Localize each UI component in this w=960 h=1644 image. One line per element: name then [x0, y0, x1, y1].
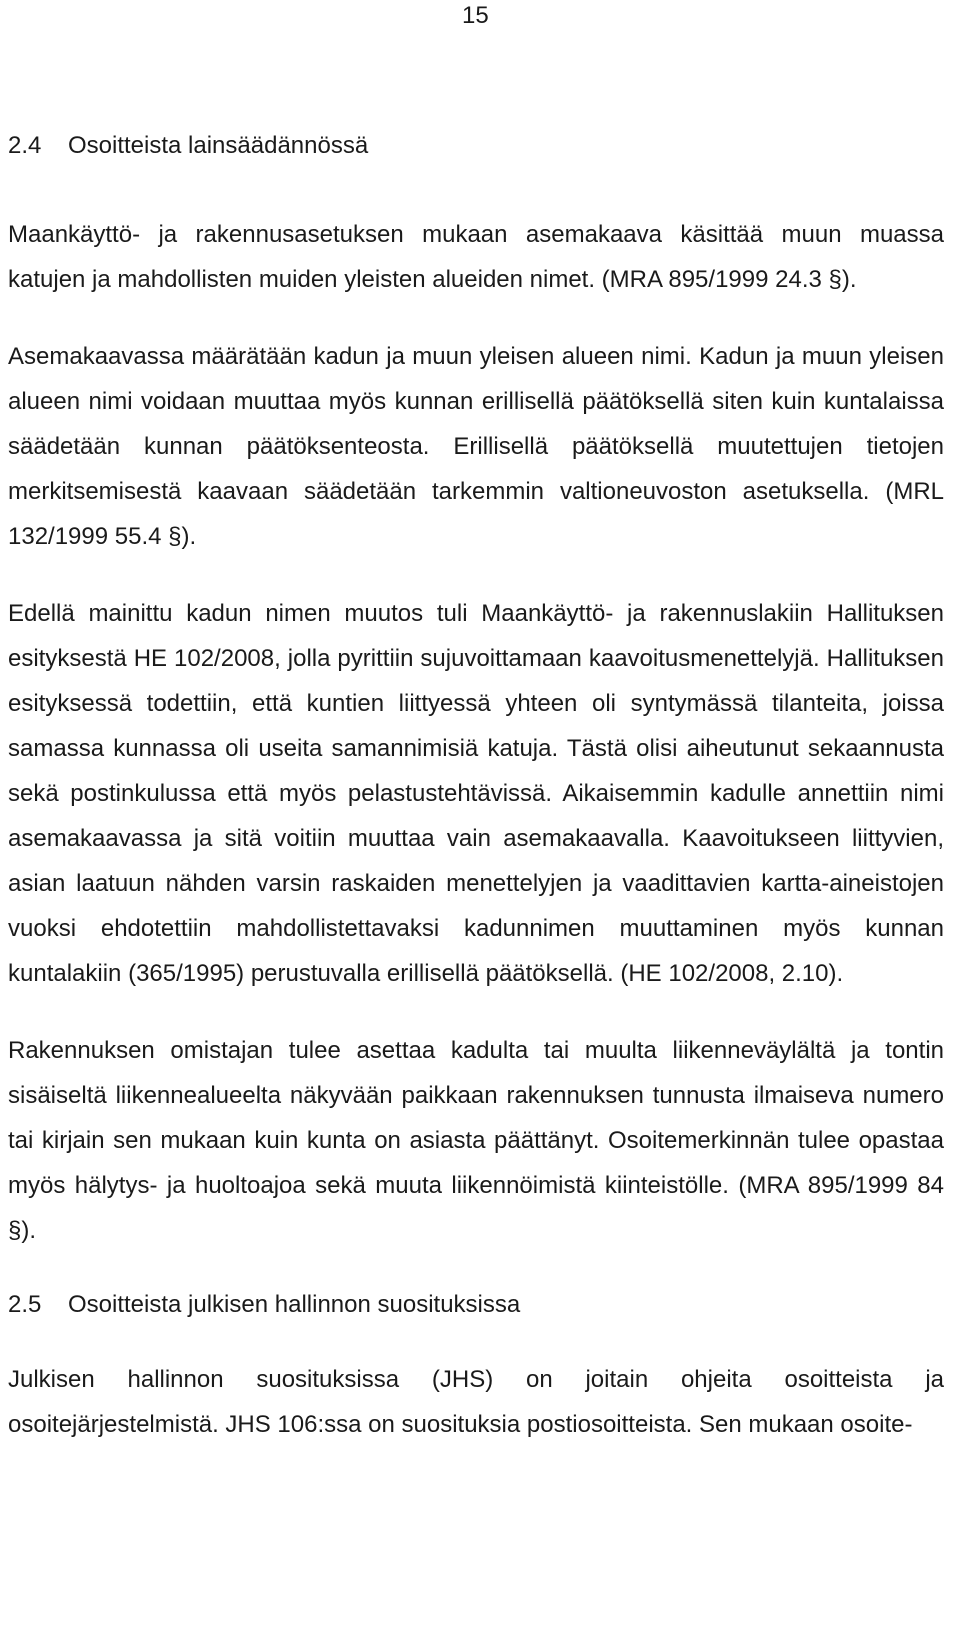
paragraph-3: Edellä mainittu kadun nimen muutos tuli Maankäyttö- ja rakennuslakiin Hallituksen esityksestä HE 102/2008, jolla pyrittiin sujuvoittamaan kaavoitusmenettelyjä. Hallituksen esityksessä todettiin, että kuntien liittyessä yhteen oli syntymässä tilanteita, joissa samassa kunnassa oli useita samannimisiä katuja. Tästä olisi aiheutunut sekaannusta sekä postinkulussa että myös pelastustehtävissä. Aikaisemmin kadulle annettiin nimi asemakaavassa ja sitä voitiin muuttaa vain asemakaavalla. Kaavoitukseen liittyvien, asian laatuun nähden varsin raskaiden menettelyjen ja vaadittavien kartta-aineistojen vuoksi ehdotettiin mahdollistettavaksi kadunnimen muuttaminen myös kunnan kuntalakiin (365/1995) perustuvalla erillisellä päätöksellä. (HE 102/2008, 2.10).: [8, 600, 944, 987]
page-number: 15: [462, 2, 489, 29]
section-heading-2-4: [8, 126, 944, 166]
section-number: 2.5: [8, 1291, 42, 1318]
paragraph-5: Julkisen hallinnon suosituksissa (JHS) on joitain ohjeita osoitteista ja osoitejärjestelmistä. JHS 106:ssa on suosituksia postiosoitteista. Sen mukaan osoite-: [8, 1366, 944, 1438]
section-heading-2-5: [8, 1285, 944, 1325]
section-title: Osoitteista lainsäädännössä: [68, 132, 369, 159]
paragraph-4: Rakennuksen omistajan tulee asettaa kadulta tai muulta liikenneväylältä ja tontin sisäiseltä liikennealueelta näkyvään paikkaan rakennuksen tunnusta ilmaiseva numero tai kirjain sen mukaan kuin kunta on asiasta päättänyt. Osoitemerkinnän tulee opastaa myös hälytys- ja huoltoajoa sekä muuta liikennöimistä kiinteistölle. (MRA 895/1999 84 §).: [8, 1037, 944, 1244]
page-content: [8, 126, 944, 1447]
section-number: 2.4: [8, 132, 42, 159]
section-title: Osoitteista julkisen hallinnon suosituksissa: [68, 1291, 521, 1318]
paragraph-1: Maankäyttö- ja rakennusasetuksen mukaan asemakaava käsittää muun muassa katujen ja mahdollisten muiden yleisten alueiden nimet. (MRA 895/1999 24.3 §).: [8, 221, 944, 293]
paragraph-2: Asemakaavassa määrätään kadun ja muun yleisen alueen nimi. Kadun ja muun yleisen alueen nimi voidaan muuttaa myös kunnan erillisellä päätöksellä siten kuin kuntalaissa säädetään kunnan päätöksenteosta. Erillisellä päätöksellä muutettujen tietojen merkitsemisestä kaavaan säädetään tarkemmin valtioneuvoston asetuksella. (MRL 132/1999 55.4 §).: [8, 343, 944, 550]
